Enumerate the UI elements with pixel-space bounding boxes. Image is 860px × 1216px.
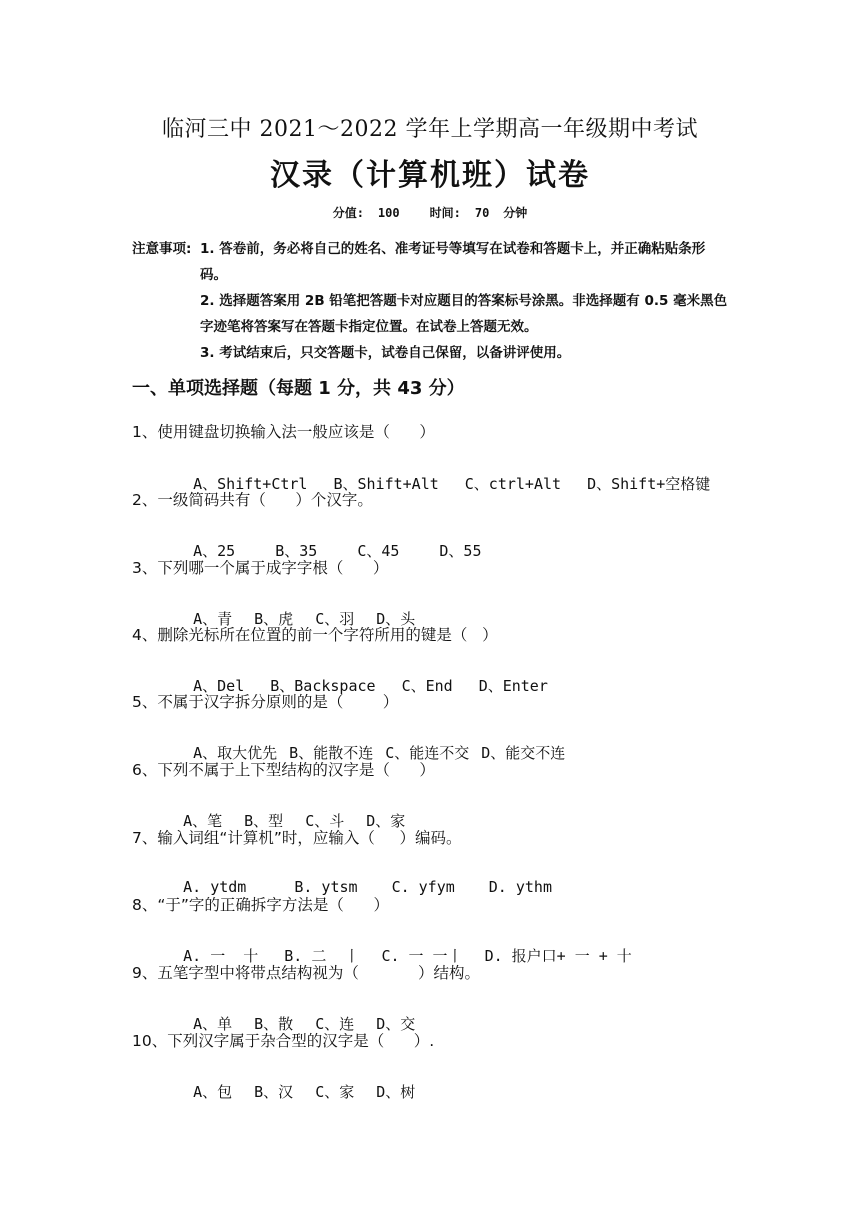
score-label: 分值:: [332, 206, 364, 220]
question-4: 4、删除光标所在位置的前一个字符所用的键是（ ）: [132, 626, 498, 644]
exam-title: 汉录（计算机班）试卷: [270, 158, 590, 193]
option-c: C、45: [357, 542, 400, 560]
option-d: D. 报户口+ 一 + 十: [484, 947, 632, 965]
option-c: C、连: [315, 1015, 355, 1033]
option-a: A、Del: [193, 677, 245, 695]
option-a: A、单: [193, 1015, 233, 1033]
option-d: D. ythm: [488, 878, 552, 896]
option-c: C、End: [401, 677, 453, 695]
option-a: A. ytdm: [183, 878, 247, 896]
option-b: B. 二 丨: [284, 947, 360, 965]
option-c: C. yfym: [391, 878, 455, 896]
option-b: B、35: [275, 542, 318, 560]
question-3: 3、下列哪一个属于成字字根（ ）: [132, 559, 389, 577]
notes-label: 注意事项:: [132, 241, 192, 257]
option-d: D、交: [376, 1015, 416, 1033]
option-a: A、Shift+Ctrl: [193, 475, 308, 493]
note-item: [132, 288, 732, 340]
option-d: D、家: [366, 812, 406, 830]
option-d: D、Enter: [478, 677, 548, 695]
note-text: 2. 选择题答案用 2B 铅笔把答题卡对应题目的答案标号涂黑。非选择题有 0.5 毫米黑色字迹笔将答案写在答题卡指定位置。在试卷上答题无效。: [200, 293, 728, 335]
option-a: A、取大优先: [193, 744, 278, 762]
question-8: 8、“于”字的正确拆字方法是（ ）: [132, 896, 389, 914]
option-c: C. 一 一丨: [381, 947, 463, 965]
option-b: B、型: [244, 812, 284, 830]
option-b: B、汉: [254, 1083, 294, 1101]
option-d: D、树: [376, 1083, 416, 1101]
option-b: B、Shift+Alt: [333, 475, 439, 493]
school-title: 临河三中 2021～2022 学年上学期高一年级期中考试: [162, 117, 698, 142]
option-b: B、散: [254, 1015, 294, 1033]
option-b: B. ytsm: [294, 878, 358, 896]
time-label: 时间:: [429, 206, 461, 220]
question-1: 1、使用键盘切换输入法一般应该是（ ）: [132, 423, 435, 441]
question-6: 6、下列不属于上下型结构的汉字是（ ）: [132, 761, 435, 779]
option-d: D、能交不连: [481, 744, 566, 762]
option-a: A、25: [193, 542, 236, 560]
time-unit: 分钟: [503, 206, 528, 220]
question-5: 5、不属于汉字拆分原则的是（ ）: [132, 693, 399, 711]
exam-meta: [0, 204, 860, 221]
note-text: 1. 答卷前，务必将自己的姓名、准考证号等填写在试卷和答题卡上，并正确粘贴条形码。: [200, 241, 706, 283]
option-b: B、能散不连: [289, 744, 374, 762]
option-c: C、家: [315, 1083, 355, 1101]
question-2: 2、一级简码共有（ ）个汉字。: [132, 491, 373, 509]
option-a: A. 一 十: [183, 947, 259, 965]
option-d: D、55: [439, 542, 482, 560]
option-a: A、笔: [183, 812, 223, 830]
score-value: 100: [377, 206, 400, 220]
option-a: A、包: [193, 1083, 233, 1101]
question-10-options: [157, 1063, 441, 1120]
question-10: 10、下列汉字属于杂合型的汉字是（ ）.: [132, 1032, 435, 1050]
question-9: 9、五笔字型中将带点结构视为（ ）结构。: [132, 964, 480, 982]
note-text: 3. 考试结束后，只交答题卡，试卷自己保留，以备讲评使用。: [200, 345, 571, 361]
option-b: B、虎: [254, 610, 294, 628]
option-c: C、ctrl+Alt: [464, 475, 562, 493]
section-title: 一、单项选择题（每题 1 分，共 43 分）: [132, 378, 465, 399]
question-7: 7、输入词组“计算机”时，应输入（ ）编码。: [132, 829, 462, 847]
note-item: [132, 340, 732, 366]
time-value: 70: [474, 206, 490, 220]
option-c: C、羽: [315, 610, 355, 628]
option-a: A、青: [193, 610, 233, 628]
option-c: C、能连不交: [385, 744, 470, 762]
option-c: C、斗: [305, 812, 345, 830]
note-item: [132, 236, 732, 288]
option-b: B、Backspace: [270, 677, 376, 695]
option-d: D、Shift+空格键: [587, 475, 711, 493]
option-d: D、头: [376, 610, 416, 628]
